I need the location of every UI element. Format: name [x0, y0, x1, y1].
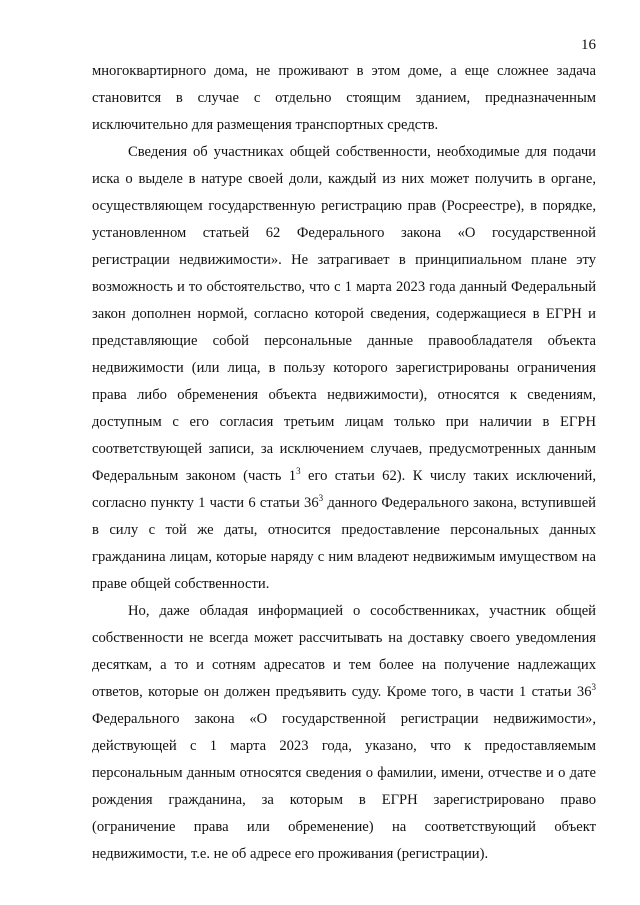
paragraph-3 [92, 598, 596, 868]
paragraph-1 [92, 58, 596, 139]
paragraph-2-text-part-3: данного Федерального закона, вступившей в силу с той же даты, относится предоставление персональных данных гражданина лицам, которые наряду с ним владеют недвижимым имуществом на праве общей собственности. [92, 495, 596, 592]
page-number: 16 [581, 37, 596, 53]
paragraph-3-text-part-2: Федерального закона «О государственной регистрации недвижимости», действующей с 1 марта 2023 года, указано, что к предоставляемым персональным данным относятся сведения о фамилии, имени, отчестве и о дате рождения гражданина, за которым в ЕГРН зарегистрировано право (ограничение права или обременение) на соответствующий объект недвижимости, т.е. не об адресе его проживания (регистрации). [92, 711, 596, 862]
paragraph-1-text: многоквартирного дома, не проживают в этом доме, а еще сложнее задача становится в случае с отдельно стоящим зданием, предназначенным исключительно для размещения транспортных средств. [92, 63, 596, 133]
superscript-3: 3 [591, 682, 596, 692]
paragraph-2 [92, 139, 596, 598]
superscript-3: 3 [318, 493, 324, 503]
superscript-3: 3 [296, 466, 301, 476]
document-body [92, 58, 596, 868]
paragraph-3-text-part-1: Но, даже обладая информацией о сособственниках, участник общей собственности не всегда может рассчитывать на доставку своего уведомления десяткам, а то и сотням адресатов и тем более на получение надлежащих ответов, которые он должен предъявить суду. Кроме того, в части 1 статьи 36 [92, 603, 596, 700]
paragraph-2-text-part-1: Сведения об участниках общей собственности, необходимые для подачи иска о выделе в натуре своей доли, каждый из них может получить в органе, осуществляющем государственную регистрацию прав (Росреестре), в порядке, установленном статьей 62 Федерального закона «О государственной регистрации недвижимости». Не затрагивает в принципиальном плане эту возможность и то обстоятельство, что с 1 марта 2023 года данный Федеральный закон дополнен нормой, согласно которой сведения, содержащиеся в ЕГРН и представляющие собой персональные данные правообладателя объекта недвижимости (или лица, в пользу которого зарегистрированы ограничения права либо обременения объекта недвижимости), относятся к сведениям, доступным с его согласия третьим лицам только при наличии в ЕГРН соответствующей записи, за исключением случаев, предусмотренных данным Федеральным законом (часть 1 [92, 144, 596, 484]
paragraph-2-text-part-2: его статьи 62). К числу таких исключений, согласно пункту 1 части 6 статьи 36 [92, 468, 596, 511]
